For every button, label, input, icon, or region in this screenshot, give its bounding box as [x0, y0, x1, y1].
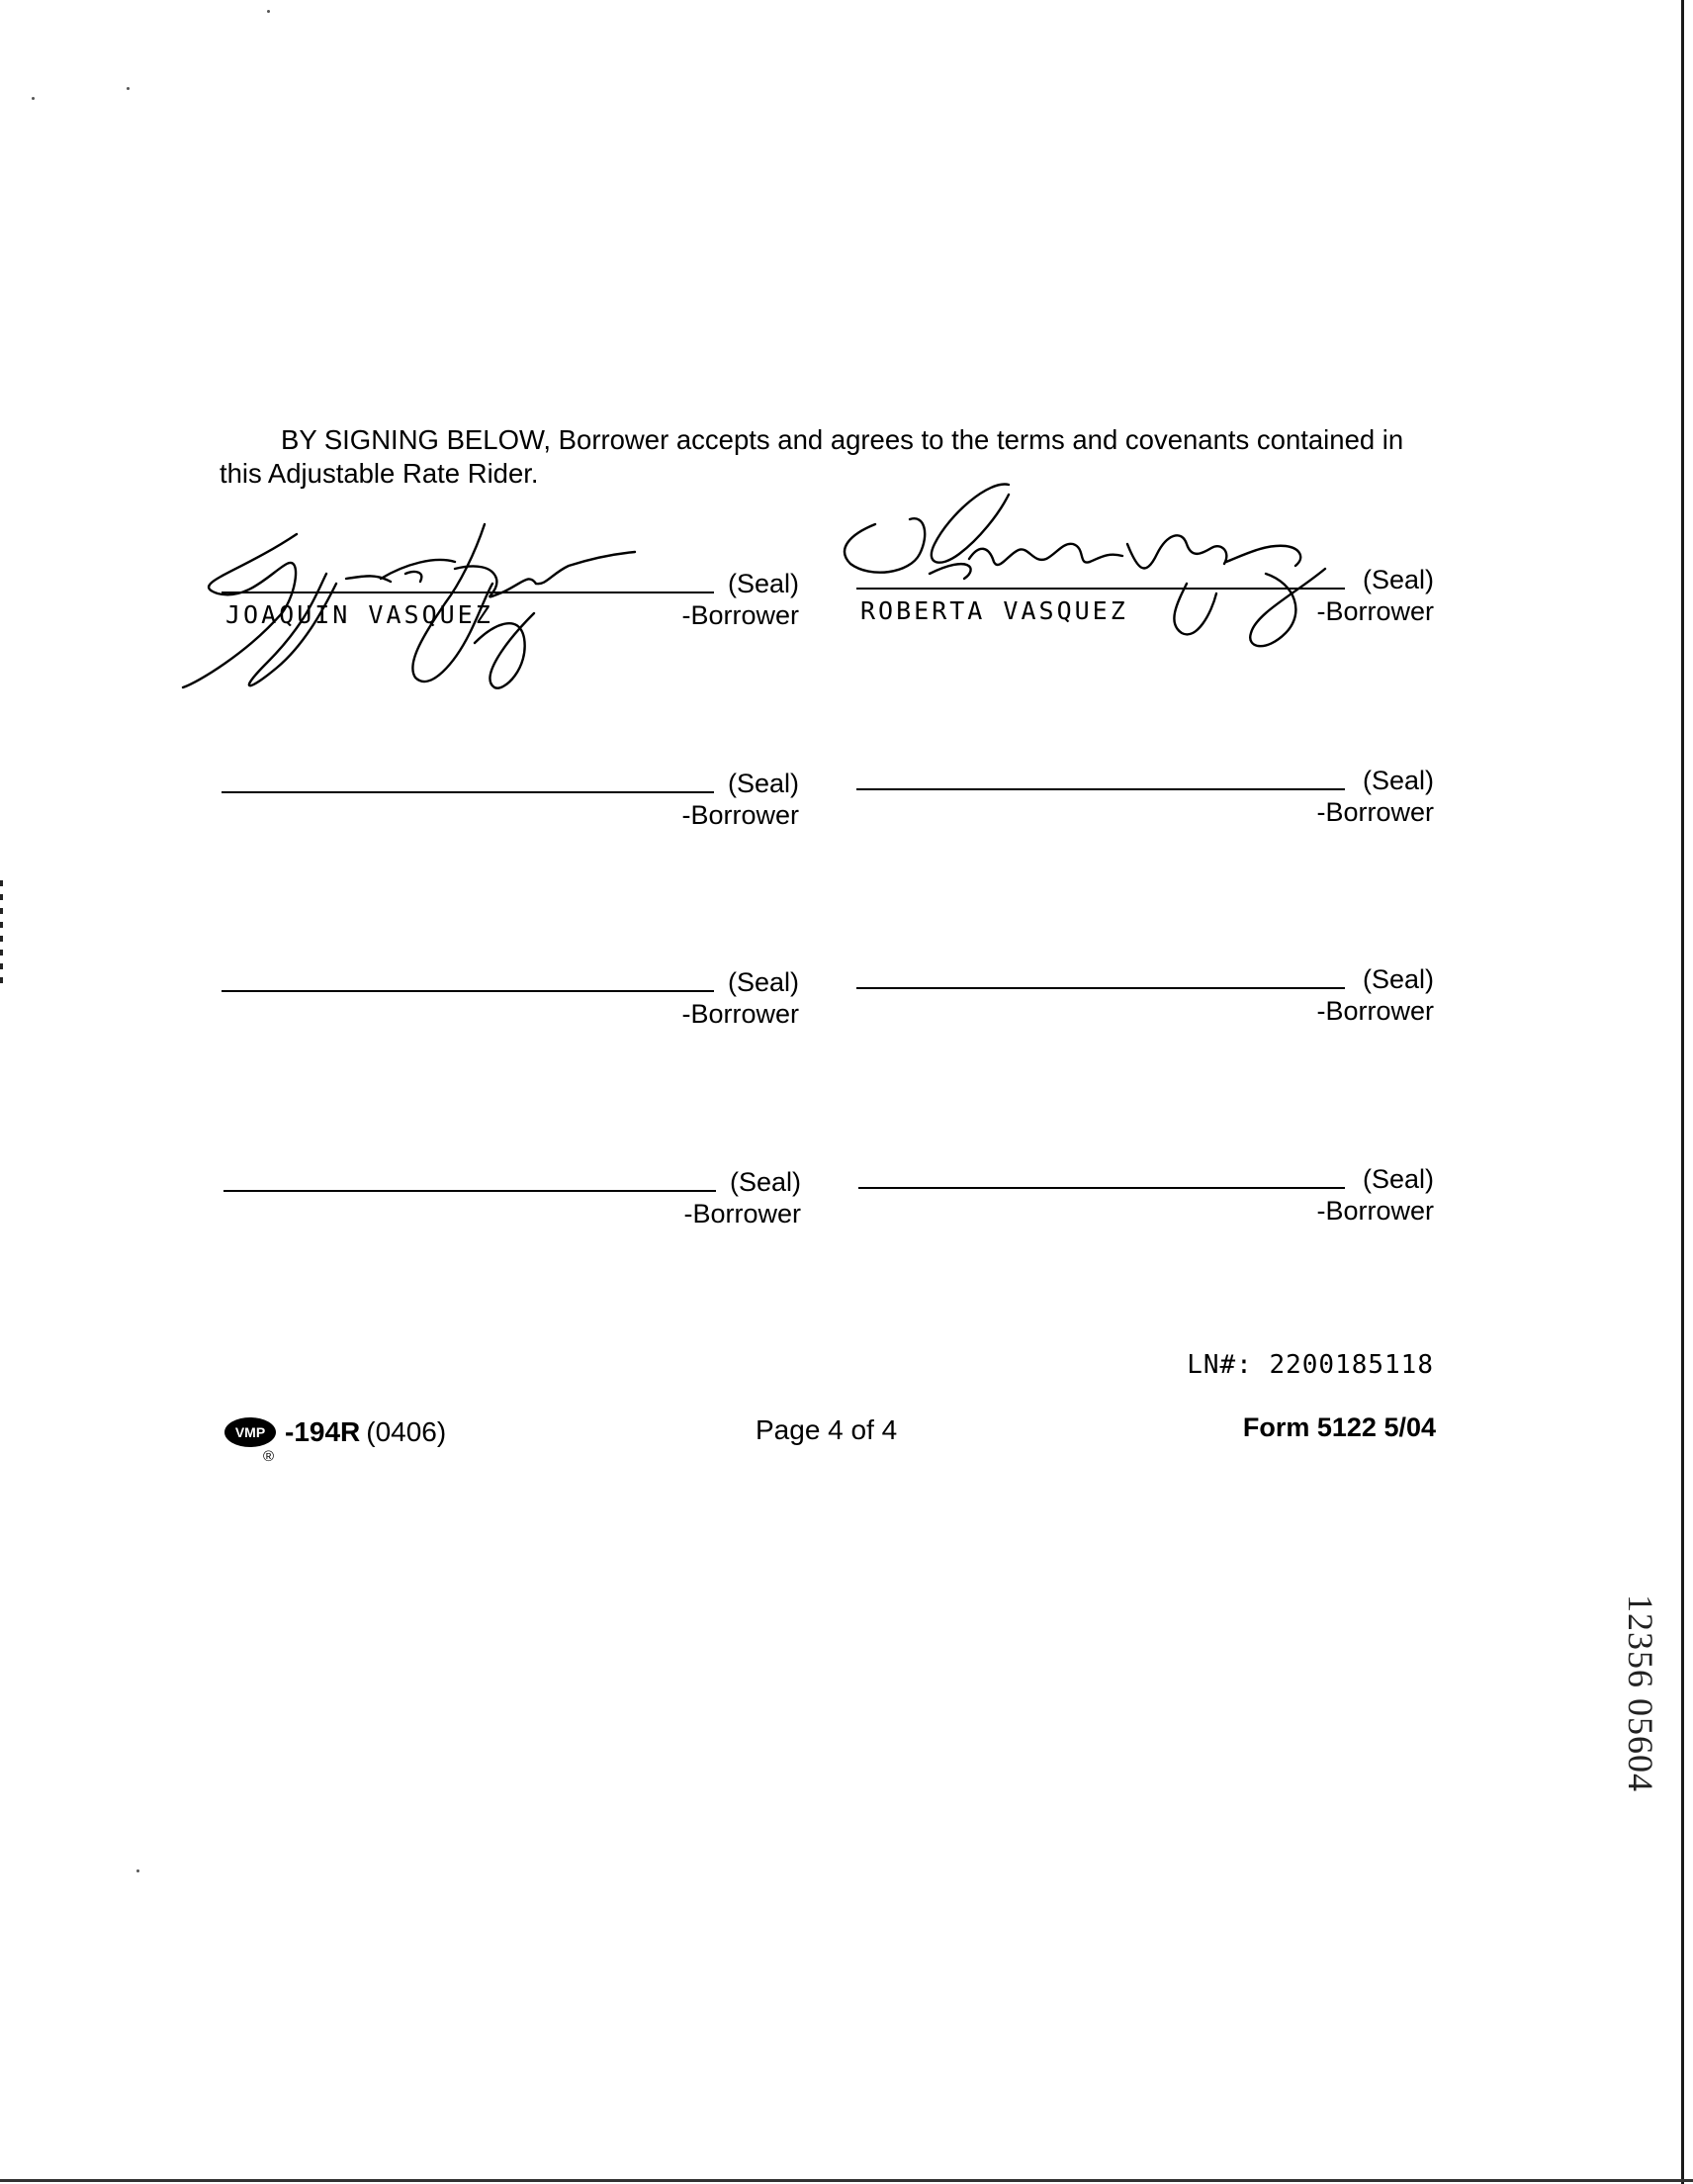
page-number: Page 4 of 4 [756, 1414, 898, 1445]
signature-block-empty [856, 946, 1434, 1025]
borrower-label: -Borrower [1316, 996, 1434, 1026]
seal-label: (Seal) [1362, 766, 1434, 795]
borrower-printed-name: ROBERTA VASQUEZ [860, 596, 1128, 625]
intro-paragraph: BY SIGNING BELOW, Borrower accepts and agrees to the terms and covenants contained in this Adjustable Rate Rider. [220, 424, 1404, 489]
signature-block-empty [222, 750, 799, 829]
vmp-logo-icon [223, 1414, 281, 1450]
scan-speck [32, 97, 35, 100]
signature-block-empty [858, 1145, 1434, 1225]
scan-speck [127, 87, 130, 90]
signature-block-joaquin [222, 550, 799, 629]
vmp-logo-text: VMP [234, 1424, 266, 1440]
signature-line [222, 990, 714, 992]
signature-block-empty [222, 949, 799, 1028]
signature-line [856, 987, 1345, 989]
page-edge-bottom [0, 2179, 1693, 2182]
signature-line [222, 791, 714, 793]
form-code: -194R [285, 1416, 361, 1447]
signature-line [858, 1187, 1345, 1189]
borrower-label: -Borrower [1316, 1196, 1434, 1226]
signature-block-empty [856, 747, 1434, 826]
borrower-label: -Borrower [1316, 797, 1434, 827]
signature-block-roberta [856, 546, 1434, 625]
scan-speck [136, 1869, 139, 1872]
form-identifier [223, 1414, 447, 1465]
form-revision: (0406) [366, 1416, 447, 1447]
signature-block-empty [223, 1148, 801, 1228]
borrower-label: -Borrower [681, 600, 799, 630]
signature-line [223, 1190, 716, 1192]
borrower-printed-name: JOAQUIN VASQUEZ [225, 600, 493, 629]
borrower-label: -Borrower [1316, 596, 1434, 626]
seal-label: (Seal) [1362, 964, 1434, 994]
seal-label: (Seal) [1362, 565, 1434, 594]
seal-label: (Seal) [727, 769, 799, 798]
scan-speck [267, 10, 270, 13]
seal-label: (Seal) [729, 1167, 801, 1197]
signature-line [856, 788, 1345, 790]
scan-margin-marks [0, 880, 3, 989]
page-edge-right [1681, 0, 1684, 2184]
seal-label: (Seal) [727, 569, 799, 598]
form-number: Form 5122 5/04 [1242, 1412, 1436, 1442]
signature-line [856, 588, 1345, 590]
signature-line [222, 592, 714, 593]
seal-label: (Seal) [1362, 1164, 1434, 1194]
loan-number: LN#: 2200185118 [1187, 1350, 1434, 1380]
registered-mark: ® [263, 1448, 275, 1465]
borrower-label: -Borrower [681, 800, 799, 830]
borrower-label: -Borrower [683, 1199, 801, 1228]
side-document-number: 12356 05604 [1621, 1594, 1660, 1792]
seal-label: (Seal) [727, 967, 799, 997]
borrower-label: -Borrower [681, 999, 799, 1029]
